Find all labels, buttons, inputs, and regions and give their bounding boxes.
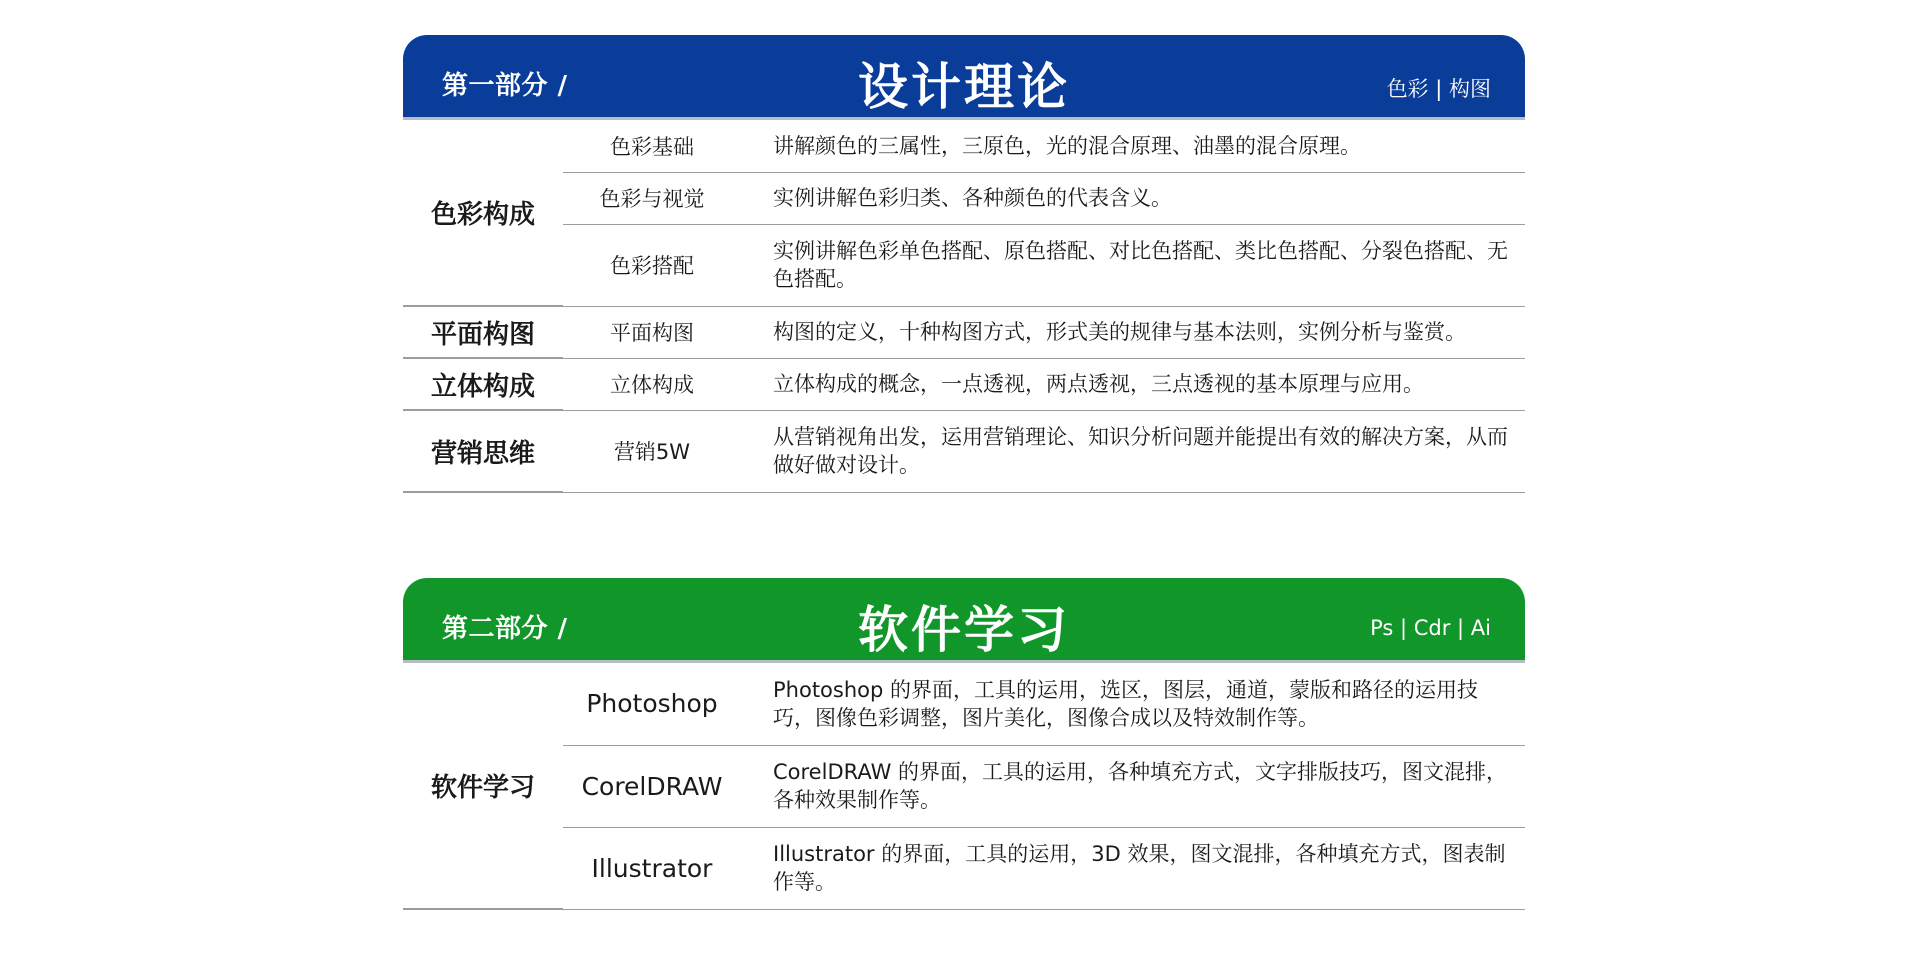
- category-cell: 立体构成: [403, 358, 563, 410]
- table-row: [403, 663, 1525, 745]
- section-software-learning: [403, 578, 1525, 910]
- description-cell: 构图的定义，十种构图方式，形式美的规律与基本法则，实例分析与鉴赏。: [741, 306, 1525, 358]
- section-banner-software-learning: [403, 578, 1525, 660]
- subject-cell: Photoshop: [563, 663, 741, 745]
- subject-cell: 色彩搭配: [563, 224, 741, 306]
- section-banner-design-theory: [403, 35, 1525, 117]
- subject-cell: 色彩与视觉: [563, 172, 741, 224]
- category-cell: 软件学习: [403, 663, 563, 909]
- table-row: [403, 410, 1525, 492]
- category-cell: 平面构图: [403, 306, 563, 358]
- description-cell: 实例讲解色彩单色搭配、原色搭配、对比色搭配、类比色搭配、分裂色搭配、无色搭配。: [741, 224, 1525, 306]
- table-row: [403, 745, 1525, 827]
- description-cell: 立体构成的概念，一点透视，两点透视，三点透视的基本原理与应用。: [741, 358, 1525, 410]
- description-cell: Photoshop 的界面，工具的运用，选区，图层，通道，蒙版和路径的运用技巧，图像色彩调整，图片美化，图像合成以及特效制作等。: [741, 663, 1525, 745]
- subject-cell: 立体构成: [563, 358, 741, 410]
- section-tags: Ps | Cdr | Ai: [1370, 616, 1491, 640]
- subject-cell: Illustrator: [563, 827, 741, 909]
- description-cell: CorelDRAW 的界面，工具的运用，各种填充方式，文字排版技巧，图文混排，各种效果制作等。: [741, 745, 1525, 827]
- subject-cell: 营销5W: [563, 410, 741, 492]
- subject-cell: CorelDRAW: [563, 745, 741, 827]
- table-row: [403, 172, 1525, 224]
- category-cell: 营销思维: [403, 410, 563, 492]
- subject-cell: 色彩基础: [563, 120, 741, 172]
- section-part-label: 第二部分 /: [442, 614, 568, 644]
- description-cell: 从营销视角出发，运用营销理论、知识分析问题并能提出有效的解决方案，从而做好做对设计。: [741, 410, 1525, 492]
- subject-cell: 平面构图: [563, 306, 741, 358]
- category-cell: 色彩构成: [403, 120, 563, 306]
- course-table-design-theory: [403, 120, 1525, 493]
- table-row: [403, 358, 1525, 410]
- course-table-software-learning: [403, 663, 1525, 910]
- table-row: [403, 306, 1525, 358]
- section-title: 软件学习: [858, 601, 1070, 659]
- section-design-theory: [403, 35, 1525, 493]
- section-title: 设计理论: [858, 58, 1070, 116]
- table-row: [403, 827, 1525, 909]
- section-tags: 色彩 | 构图: [1386, 77, 1491, 101]
- section-part-label: 第一部分 /: [442, 71, 568, 101]
- description-cell: 实例讲解色彩归类、各种颜色的代表含义。: [741, 172, 1525, 224]
- table-row: [403, 224, 1525, 306]
- description-cell: Illustrator 的界面，工具的运用，3D 效果，图文混排，各种填充方式，图表制作等。: [741, 827, 1525, 909]
- description-cell: 讲解颜色的三属性，三原色，光的混合原理、油墨的混合原理。: [741, 120, 1525, 172]
- table-row: [403, 120, 1525, 172]
